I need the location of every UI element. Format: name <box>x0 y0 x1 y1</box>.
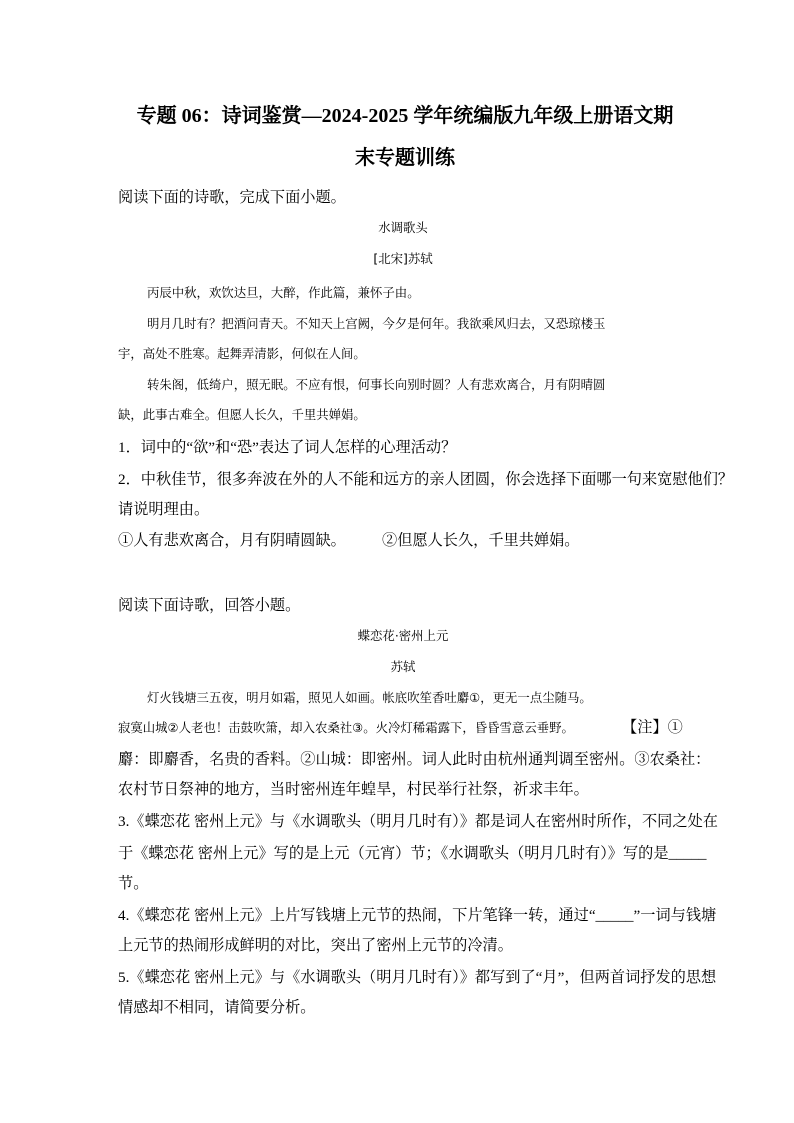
question-2-line1: 2．中秋佳节，很多奔波在外的人不能和远方的亲人团圆，你会选择下面哪一句来宽慰他们？ <box>118 471 734 488</box>
poem2-title: 蝶恋花·密州上元 <box>357 628 449 643</box>
note-label: 【注】① <box>622 719 683 736</box>
question-1: 1．词中的“欲”和“恐”表达了词人怎样的心理活动？ <box>118 439 457 456</box>
poem2-author: 苏轼 <box>390 659 416 674</box>
section1-intro: 阅读下面的诗歌，完成下面小题。 <box>118 189 346 206</box>
poem1-stanza1-line2: 宇，高处不胜寒。起舞弄清影，何似在人间。 <box>118 346 366 361</box>
note-line3: 农村节日祭神的地方，当时密州连年蝗旱，村民举行社祭，祈求丰年。 <box>118 781 589 798</box>
poem1-title: 水调歌头 <box>378 220 428 235</box>
question-3-line1: 3.《蝶恋花 密州上元》与《水调歌头（明月几时有）》都是词人在密州时所作，不同之处在 <box>118 813 718 830</box>
option-2: ②但愿人长久，千里共婵娟。 <box>382 532 580 549</box>
poem2-line1: 灯火钱塘三五夜，明月如霜，照见人如画。帐底吹笙香吐麝①，更无一点尘随马。 <box>147 690 592 705</box>
poem1-stanza1-line1: 明月几时有？把酒问青天。不知天上宫阙，今夕是何年。我欲乘风归去，又恐琼楼玉 <box>147 316 606 331</box>
poem1-preface: 丙辰中秋，欢饮达旦，大醉，作此篇，兼怀子由。 <box>147 285 420 300</box>
question-4-line1: 4.《蝶恋花 密州上元》上片写钱塘上元节的热闹，下片笔锋一转，通过“_____”一词与钱塘 <box>118 907 717 924</box>
question-5-line2: 情感却不相同，请简要分析。 <box>118 999 316 1016</box>
page-title: 专题 06：诗词鉴赏—2024-2025 学年统编版九年级上册语文期 <box>136 105 674 127</box>
question-2-line2: 请说明理由。 <box>118 501 210 518</box>
poem2-line2: 寂寞山城②人老也！击鼓吹箫，却入农桑社③。火冷灯稀霜露下，昏昏雪意云垂野。 <box>118 720 574 735</box>
poem1-author: [北宋]苏轼 <box>373 251 433 266</box>
section2-intro: 阅读下面诗歌，回答小题。 <box>118 597 301 614</box>
question-3-line3: 节。 <box>118 875 149 892</box>
question-5-line1: 5.《蝶恋花 密州上元》与《水调歌头（明月几时有）》都写到了“月”，但两首词抒发的思想 <box>118 969 717 986</box>
poem1-stanza2-line2: 缺，此事古难全。但愿人长久，千里共婵娟。 <box>118 407 366 422</box>
question-4-line2: 上元节的热闹形成鲜明的对比，突出了密州上元节的冷清。 <box>118 937 513 954</box>
option-1: ①人有悲欢离合，月有阴晴圆缺。 <box>118 532 346 549</box>
page-title-continued: 末专题训练 <box>355 147 455 169</box>
poem1-stanza2-line1: 转朱阁，低绮户，照无眠。不应有恨，何事长向别时圆？人有悲欢离合，月有阴晴圆 <box>147 377 606 392</box>
question-3-line2: 于《蝶恋花 密州上元》写的是上元（元宵）节；《水调歌头（明月几时有）》写的是_____ <box>118 845 707 862</box>
note-line2: 麝：即麝香，名贵的香料。②山城：即密州。词人此时由杭州通判调至密州。③农桑社： <box>118 751 711 768</box>
